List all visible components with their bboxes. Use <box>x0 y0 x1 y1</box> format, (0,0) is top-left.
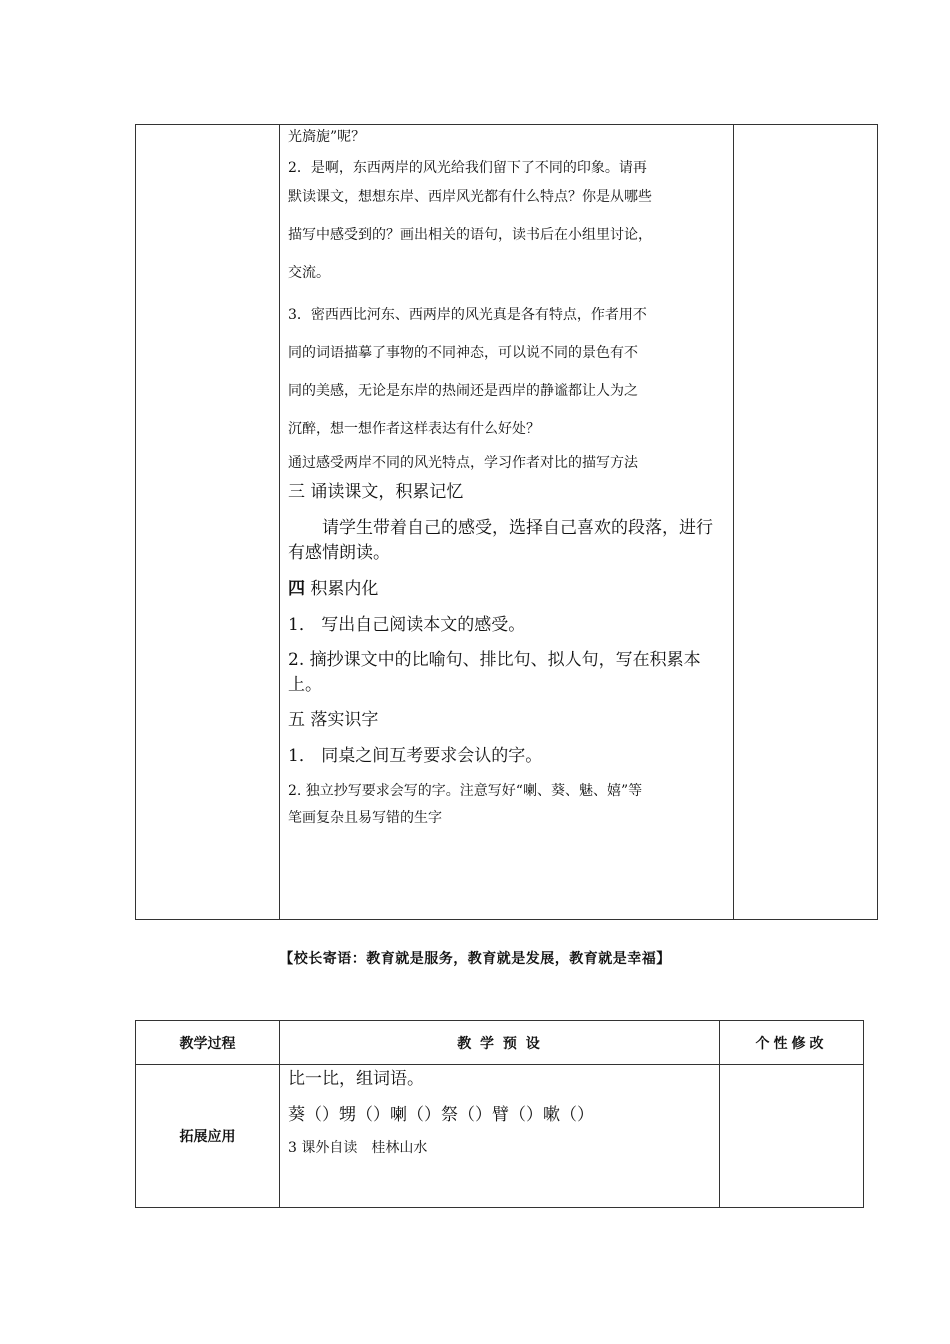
revision-cell <box>734 125 878 920</box>
text-line: 葵（）甥（）喇（）祭（）臂（）嗽（） <box>288 1105 594 1125</box>
process-cell <box>136 125 280 920</box>
section-4-item-1: 1． 写出自己阅读本文的感受。 <box>288 615 526 635</box>
lesson-table <box>135 1020 864 1208</box>
summary-text: 通过感受两岸不同的风光特点，学习作者对比的描写方法 <box>288 455 638 471</box>
design-cell <box>280 125 734 920</box>
text-line: 沉醉，想一想作者这样表达有什么好处？ <box>288 421 540 437</box>
text-line: 2．是啊，东西两岸的风光给我们留下了不同的印象。请再 <box>288 160 647 176</box>
text-line: 2. 独立抄写要求会写的字。注意写好“喇、葵、魅、嬉”等 <box>288 783 643 799</box>
section-5-title: 五 落实识字 <box>288 710 379 730</box>
section-4-label: 积累内化 <box>310 579 379 599</box>
text-line: 同的美感，无论是东岸的热闹还是西岸的静谧都让人为之 <box>288 383 638 399</box>
text-line: 同的词语描摹了事物的不同神态，可以说不同的景色有不 <box>288 345 638 361</box>
section-5-item-1: 1． 同桌之间互考要求会认的字。 <box>288 746 543 766</box>
text-line: 光旖旎”呢？ <box>288 129 366 145</box>
design-cell <box>280 1065 720 1208</box>
revision-cell <box>720 1065 864 1208</box>
text-line: 比一比，组词语。 <box>288 1069 424 1089</box>
section-5-item-2 <box>288 780 727 834</box>
text-line: 默读课文，想想东岸、西岸风光都有什么特点？你是从哪些 <box>288 189 652 205</box>
text-line: 交流。 <box>288 265 330 281</box>
section-3-title: 三 诵读课文，积累记忆 <box>288 482 464 502</box>
section-4-title <box>288 577 727 601</box>
section-4-number: 四 <box>288 579 305 599</box>
section-4-item-2: 2. 摘抄课文中的比喻句、排比句、拟人句，写在积累本上。 <box>288 650 701 695</box>
lesson-table-continued <box>135 124 878 920</box>
text-line: 3 课外自读 桂林山水 <box>288 1140 428 1156</box>
text-line: 描写中感受到的？画出相关的语句，读书后在小组里讨论， <box>288 227 652 243</box>
table-row <box>136 1065 864 1208</box>
header-process: 教学过程 <box>136 1021 280 1065</box>
text-line: 3．密西西比河东、西两岸的风光真是各有特点，作者用不 <box>288 307 647 323</box>
section-3-body: 请学生带着自己的感受，选择自己喜欢的段落，进行有感情朗读。 <box>288 518 713 563</box>
principal-motto: 【校长寄语：教育就是服务，教育就是发展，教育就是幸福】 <box>279 951 671 967</box>
stage-cell: 拓展应用 <box>136 1065 280 1208</box>
header-revision: 个性修改 <box>720 1021 864 1065</box>
item-3 <box>288 296 727 448</box>
item-2 <box>288 158 727 292</box>
text-line: 笔画复杂且易写错的生字 <box>288 810 442 826</box>
header-row <box>136 1021 864 1065</box>
header-design: 教 学 预 设 <box>280 1021 720 1065</box>
